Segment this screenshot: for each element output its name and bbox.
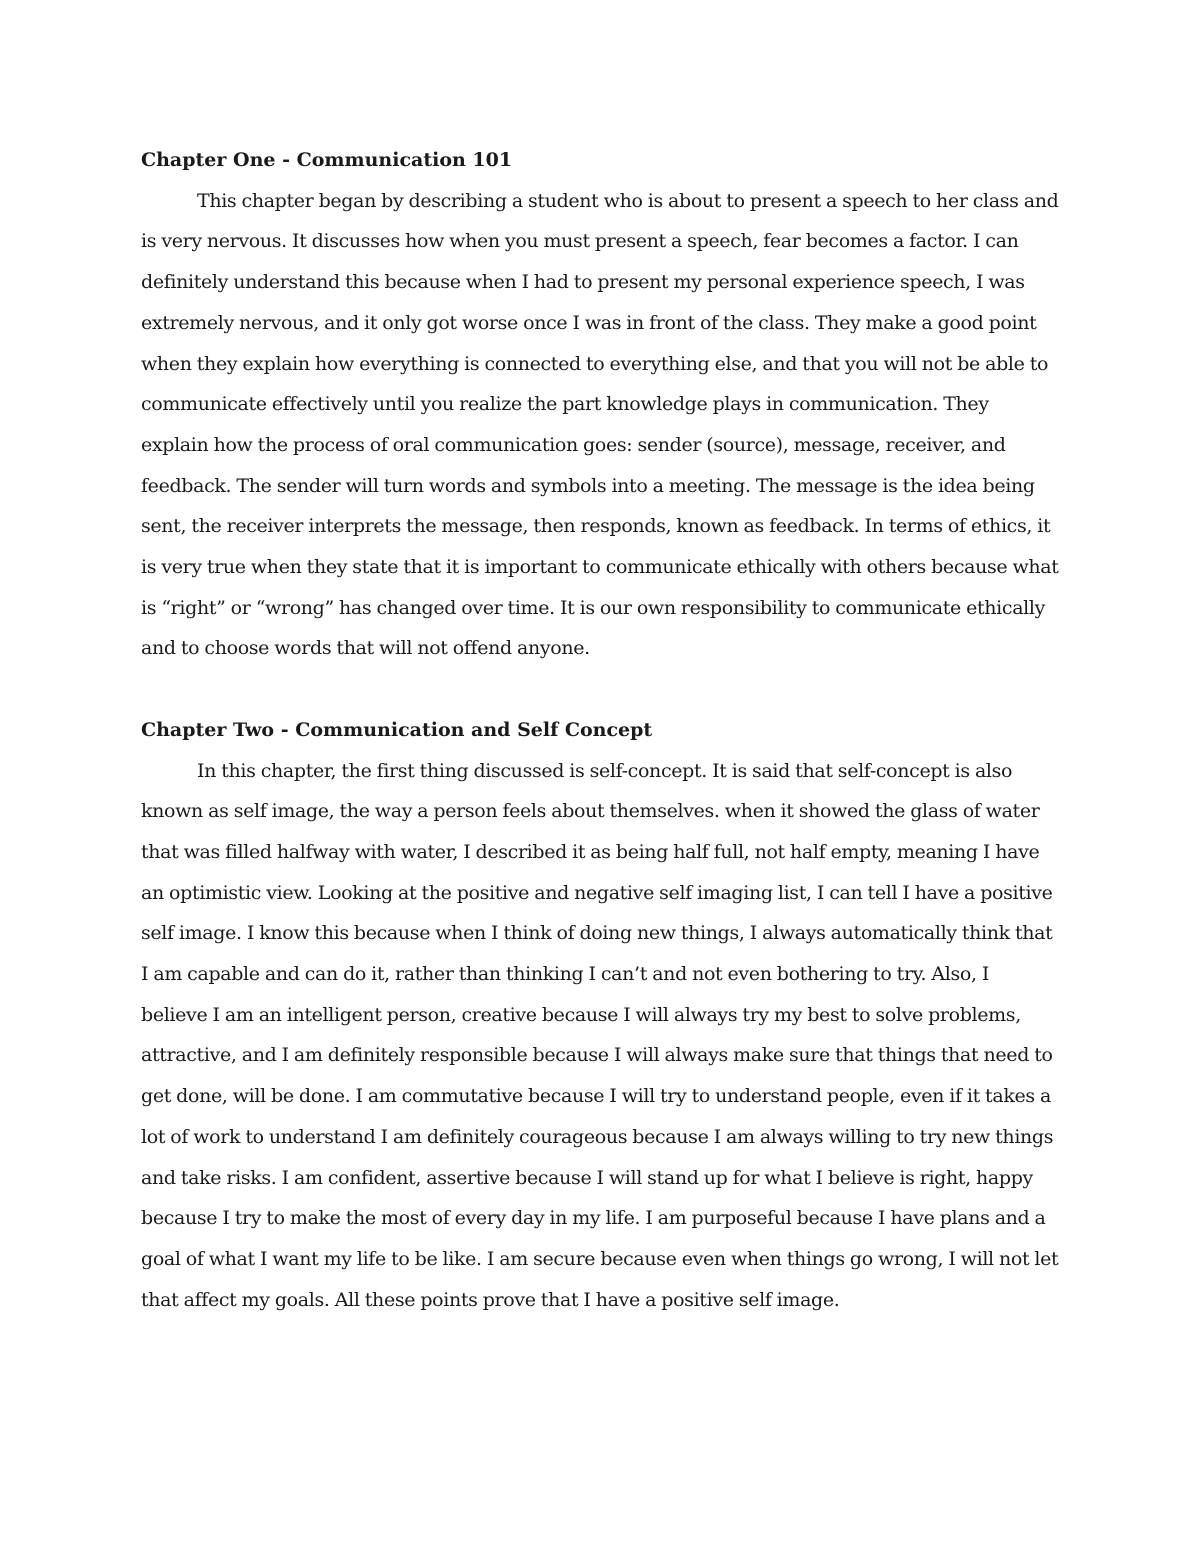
chapter-two-section [141,710,1060,1321]
chapter-two-paragraph: In this chapter, the first thing discussed is self-concept. It is said that self-concept is also known as self image, the way a person feels about themselves. when it showed the glass of water that was filled halfway with water, I described it as being half full, not half empty, meaning I have an optimistic view. Looking at the positive and negative self imaging list, I can tell I have a positive self image. I know this because when I think of doing new things, I always automatically think that I am capable and can do it, rather than thinking I can’t and not even bothering to try. Also, I believe I am an intelligent person, creative because I will always try my best to solve problems, attractive, and I am definitely responsible because I will always make sure that things that need to get done, will be done. I am commutative because I will try to understand people, even if it takes a lot of work to understand I am definitely courageous because I am always willing to try new things and take risks. I am confident, assertive because I will stand up for what I believe is right, happy because I try to make the most of every day in my life. I am purposeful because I have plans and a goal of what I want my life to be like. I am secure because even when things go wrong, I will not let that affect my goals. All these points prove that I have a positive self image. [141,759,1059,1311]
chapter-one-paragraph: This chapter began by describing a student who is about to present a speech to her class and is very nervous. It discusses how when you must present a speech, fear becomes a factor. I can definitely understand this because when I had to present my personal experience speech, I was extremely nervous, and it only got worse once I was in front of the class. They make a good point when they explain how everything is connected to everything else, and that you will not be able to communicate effectively until you realize the part knowledge plays in communication. They explain how the process of oral communication goes: sender (source), message, receiver, and feedback. The sender will turn words and symbols into a meeting. The message is the idea being sent, the receiver interprets the message, then responds, known as feedback. In terms of ethics, it is very true when they state that it is important to communicate ethically with others because what is “right” or “wrong” has changed over time. It is our own responsibility to communicate ethically and to choose words that will not offend anyone. [141,189,1059,660]
chapter-one-section [141,140,1060,669]
section-spacer [141,669,1060,710]
chapter-two-heading: Chapter Two - Communication and Self Concept [141,718,653,741]
chapter-one-heading: Chapter One - Communication 101 [141,149,513,171]
